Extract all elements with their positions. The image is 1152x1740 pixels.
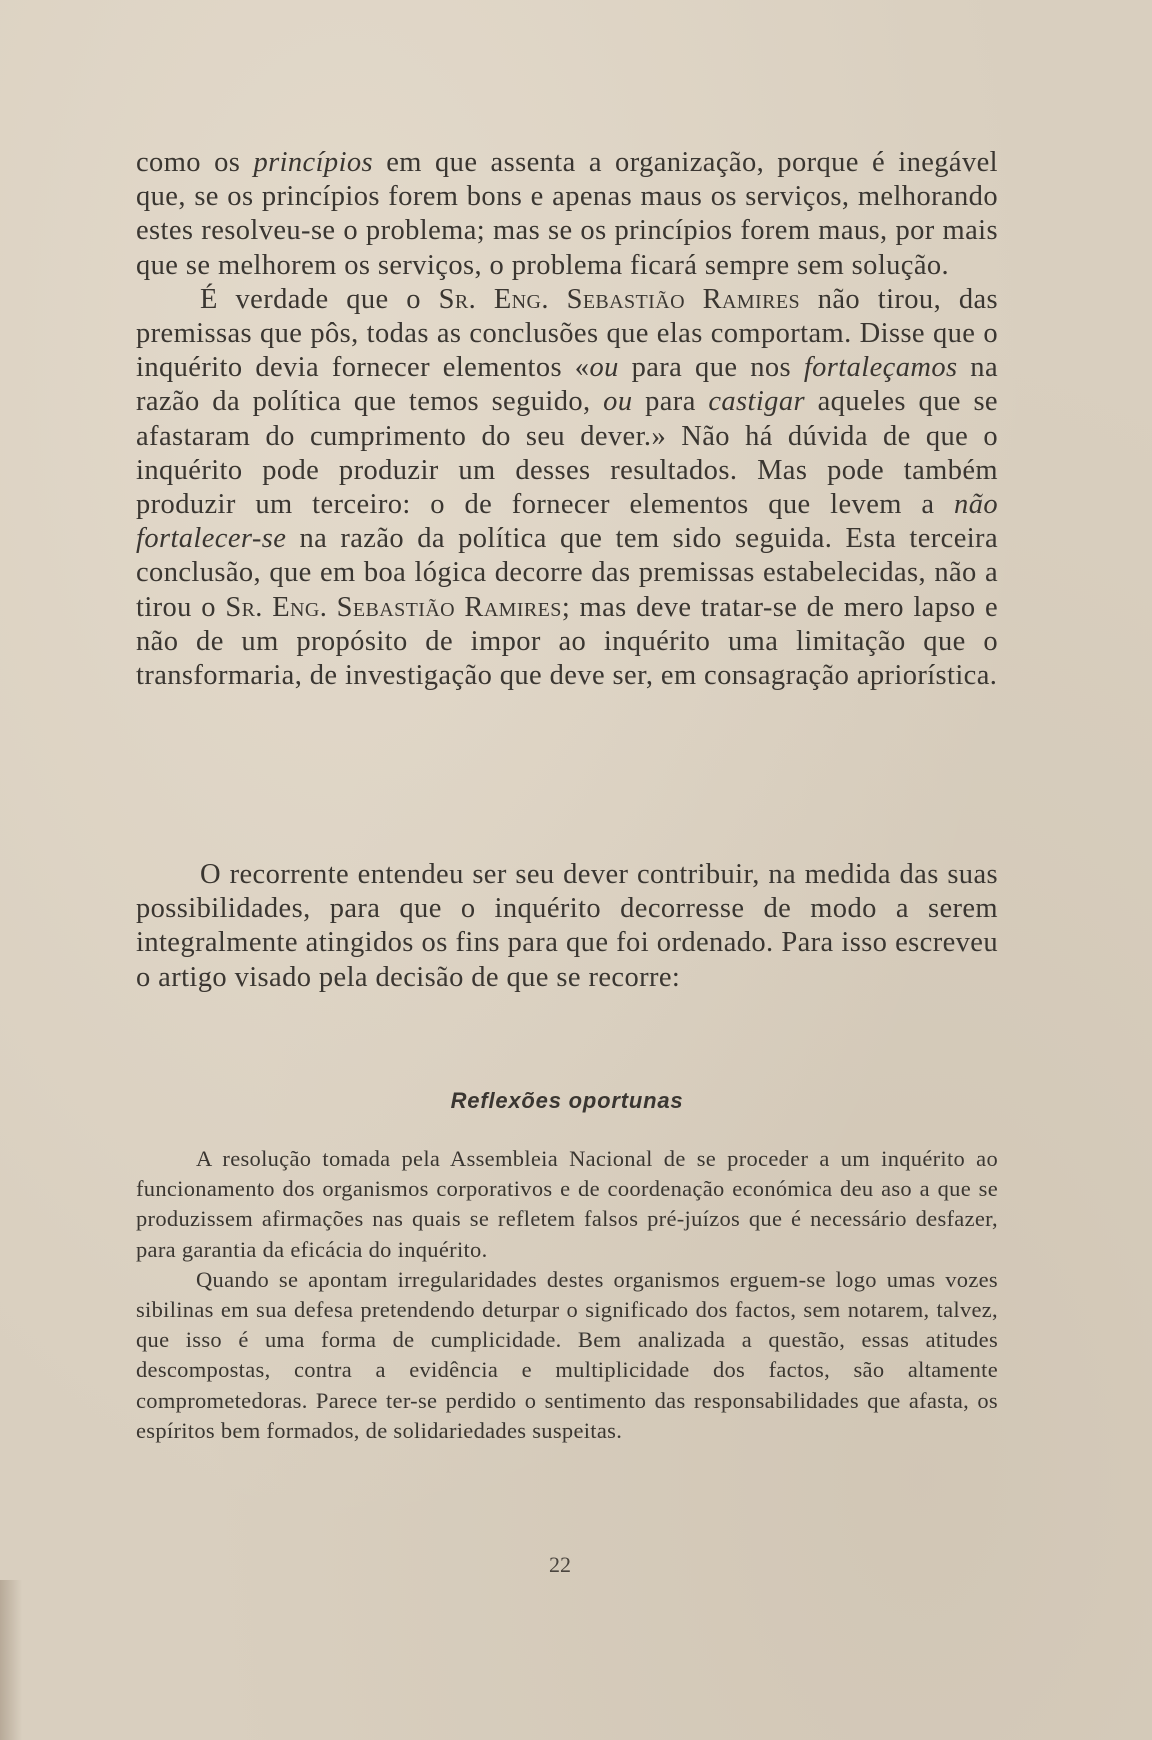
second-text-block — [136, 858, 998, 995]
italic-text: castigar — [708, 386, 805, 418]
page-number: 22 — [549, 1552, 571, 1577]
text-run: em que assenta a organização, porque é inegável que, se os princípios forem bons e apenas maus os serviços, melhorando estes resolveu-se o problema; mas se os princípios forem maus, por mais que se melhorem os serviços, o problema ficará sempre sem solução. — [136, 147, 999, 281]
italic-text: ou — [589, 352, 619, 384]
paragraph-2 — [136, 283, 998, 693]
small-caps-name: Sr. Eng. Sebastião Ramires — [225, 591, 562, 623]
quoted-article-heading: Reflexões oportunas — [450, 1088, 684, 1113]
text-run: ; mas deve tratar-se de mero lapso e não de um propósito de impor ao inquérito uma limitação que o transformaria, de investigação que deve ser, em consagração apriorística. — [136, 591, 998, 692]
small-caps-name: Sr. Eng. Sebastião Ramires — [438, 283, 800, 315]
italic-text: princípios — [253, 147, 374, 178]
paragraph-3: O recorrente entendeu ser seu dever contribuir, na medida das suas possibilidades, para que o inquérito decorresse de modo a serem integralmente atingidos os fins para que foi ordenado. Para isso escreveu o artigo visado pela decisão de que se recorre: — [136, 859, 998, 993]
text-run: não tirou, das premissas que pôs, todas as conclusões que elas comportam. Disse que o inquérito devia fornecer elementos « — [136, 283, 999, 384]
italic-text: ou — [603, 386, 633, 418]
italic-text: fortaleçamos — [803, 352, 958, 384]
page-edge-shadow — [0, 1580, 22, 1740]
text-run: na razão da política que temos seguido, — [136, 352, 998, 418]
paragraph-1 — [136, 146, 998, 283]
quote-paragraph-1: A resolução tomada pela Assembleia Nacional de se proceder a um inquérito ao funcionamento dos organismos corporativos e de coordenação económica deu aso a que se produzissem afirmações nas quais se refletem falsos pré-juízos que é necessário desfazer, para garantia da eficácia do inquérito. — [136, 1146, 998, 1262]
text-run: É verdade que o — [200, 283, 439, 315]
italic-text: não fortalecer-se — [136, 489, 998, 555]
text-run: na razão da política que tem sido seguida. Esta terceira conclusão, que em boa lógica decorre das premissas estabelecidas, não a tirou o — [136, 523, 998, 623]
main-text-block — [136, 146, 998, 693]
text-run: para — [632, 386, 709, 418]
quoted-article-block — [136, 1144, 998, 1446]
text-run: aqueles que se afastaram do cumprimento do seu dever.» Não há dúvida de que o inquérito pode produzir um desses resultados. Mas pode também produzir um terceiro: o de fornecer elementos que levem a — [136, 386, 998, 521]
text-run: para que nos — [618, 352, 804, 384]
quote-paragraph-2: Quando se apontam irregularidades destes organismos erguem-se logo umas vozes sibilinas em sua defesa pretendendo deturpar o significado dos factos, sem notarem, talvez, que isso é uma forma de cumplicidade. Bem analizada a questão, essas atitudes descompostas, contra a evidência e multiplicidade dos factos, são altamente comprometedoras. Parece ter-se perdido o sentimento das responsabilidades que afasta, os espíritos bem formados, de solidariedades suspeitas. — [136, 1266, 998, 1443]
text-run: como os — [136, 147, 254, 178]
